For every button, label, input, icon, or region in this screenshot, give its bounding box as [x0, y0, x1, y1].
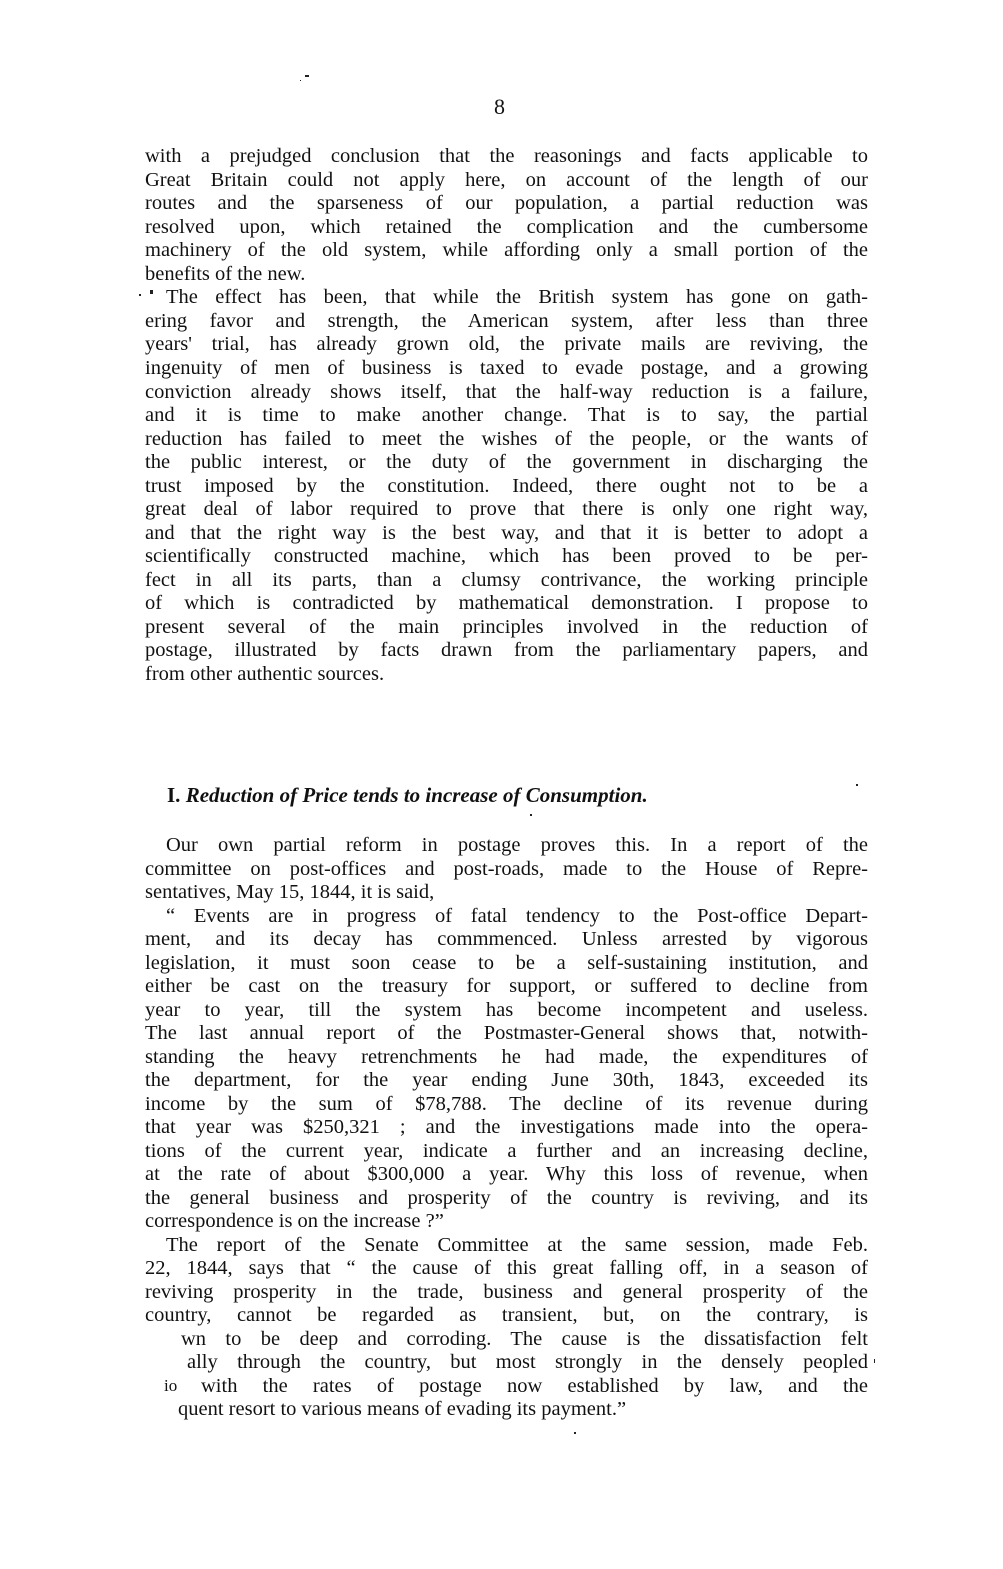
- text-line: the public interest, or the duty of the government in discharging the: [145, 451, 868, 473]
- text-line: trust imposed by the constitution. Indeed, there ought not to be a: [145, 475, 868, 497]
- quote-line: standing the heavy retrenchments he had made, the expenditures of: [145, 1046, 868, 1068]
- text-line: benefits of the new.: [145, 263, 306, 285]
- ink-speck: [574, 1432, 576, 1434]
- damaged-text-line: quent resort to various means of evading its payment.”: [178, 1398, 627, 1420]
- ink-speck: [300, 80, 301, 81]
- ink-speck: [139, 294, 141, 296]
- text-line: ering favor and strength, the American system, after less than three: [145, 310, 868, 332]
- damaged-fragment: io: [164, 1376, 178, 1395]
- quote-line: correspondence is on the increase ?”: [145, 1210, 444, 1232]
- quote-line: that year was $250,321 ; and the investigations made into the opera-: [145, 1116, 868, 1138]
- text-line: and it is time to make another change. That is to say, the partial: [145, 404, 868, 426]
- text-line: with a prejudged conclusion that the reasonings and facts applicable to: [145, 145, 868, 167]
- text-line: 22, 1844, says that “ the cause of this great falling off, in a season of: [145, 1257, 868, 1279]
- quote-line: The last annual report of the Postmaster-General shows that, notwith-: [145, 1022, 868, 1044]
- quote-line: “ Events are in progress of fatal tendency to the Post-office Depart-: [166, 905, 868, 927]
- text-line: Our own partial reform in postage proves this. In a report of the: [166, 834, 868, 856]
- text-line: present several of the main principles involved in the reduction of: [145, 616, 868, 638]
- quote-line: the general business and prosperity of the country is reviving, and its: [145, 1187, 868, 1209]
- text-line: country, cannot be regarded as transient, but, on the contrary, is: [145, 1304, 868, 1326]
- ink-speck: [305, 75, 309, 77]
- text-line: years' trial, has already grown old, the private mails are reviving, the: [145, 333, 868, 355]
- quote-line: at the rate of about $300,000 a year. Why this loss of revenue, when: [145, 1163, 868, 1185]
- quote-line: the department, for the year ending June 30th, 1843, exceeded its: [145, 1069, 868, 1091]
- text-line: great deal of labor required to prove that there is only one right way,: [145, 498, 868, 520]
- text-line: The effect has been, that while the British system has gone on gath-: [166, 286, 868, 308]
- damaged-text-line: with the rates of postage now established by law, and the: [201, 1375, 868, 1397]
- ink-speck: [874, 1359, 875, 1363]
- text-line: sentatives, May 15, 1844, it is said,: [145, 881, 435, 903]
- text-line: postage, illustrated by facts drawn from the parliamentary papers, and: [145, 639, 868, 661]
- damaged-text-line: wn to be deep and corroding. The cause is the dissatisfaction felt: [181, 1328, 868, 1350]
- quote-line: legislation, it must soon cease to be a self-sustaining institution, and: [145, 952, 868, 974]
- text-line: reviving prosperity in the trade, business and general prosperity of the: [145, 1281, 868, 1303]
- text-line: The report of the Senate Committee at the same session, made Feb.: [166, 1234, 868, 1256]
- text-line: and that the right way is the best way, and that it is better to adopt a: [145, 522, 868, 544]
- text-line: committee on post-offices and post-roads, made to the House of Repre-: [145, 858, 868, 880]
- text-line: resolved upon, which retained the complication and the cumbersome: [145, 216, 868, 238]
- text-line: fect in all its parts, than a clumsy contrivance, the working principle: [145, 569, 868, 591]
- text-line: Great Britain could not apply here, on account of the length of our: [145, 169, 868, 191]
- damaged-text-line: ally through the country, but most strongly in the densely peopled: [187, 1351, 868, 1373]
- text-line: reduction has failed to meet the wishes of the people, or the wants of: [145, 428, 868, 450]
- text-line: conviction already shows itself, that the half-way reduction is a failure,: [145, 381, 868, 403]
- quote-line: tions of the current year, indicate a further and an increasing decline,: [145, 1140, 868, 1162]
- section-heading: [167, 783, 648, 808]
- quote-line: either be cast on the treasury for support, or suffered to decline from: [145, 975, 868, 997]
- text-line: from other authentic sources.: [145, 663, 385, 685]
- ink-speck: [150, 290, 153, 294]
- page-number: 8: [494, 94, 505, 119]
- quote-line: income by the sum of $78,788. The decline of its revenue during: [145, 1093, 868, 1115]
- text-line: scientifically constructed machine, which has been proved to be per-: [145, 545, 868, 567]
- ink-speck: [530, 814, 532, 816]
- section-title: Reduction of Price tends to increase of Consumption.: [185, 783, 648, 807]
- text-line: of which is contradicted by mathematical demonstration. I propose to: [145, 592, 868, 614]
- section-number: I.: [167, 783, 181, 807]
- text-line: routes and the sparseness of our population, a partial reduction was: [145, 192, 868, 214]
- quote-line: ment, and its decay has commmenced. Unless arrested by vigorous: [145, 928, 868, 950]
- ink-speck: [856, 784, 858, 786]
- text-line: ingenuity of men of business is taxed to evade postage, and a growing: [145, 357, 868, 379]
- text-line: machinery of the old system, while affording only a small portion of the: [145, 239, 868, 261]
- quote-line: year to year, till the system has become incompetent and useless.: [145, 999, 868, 1021]
